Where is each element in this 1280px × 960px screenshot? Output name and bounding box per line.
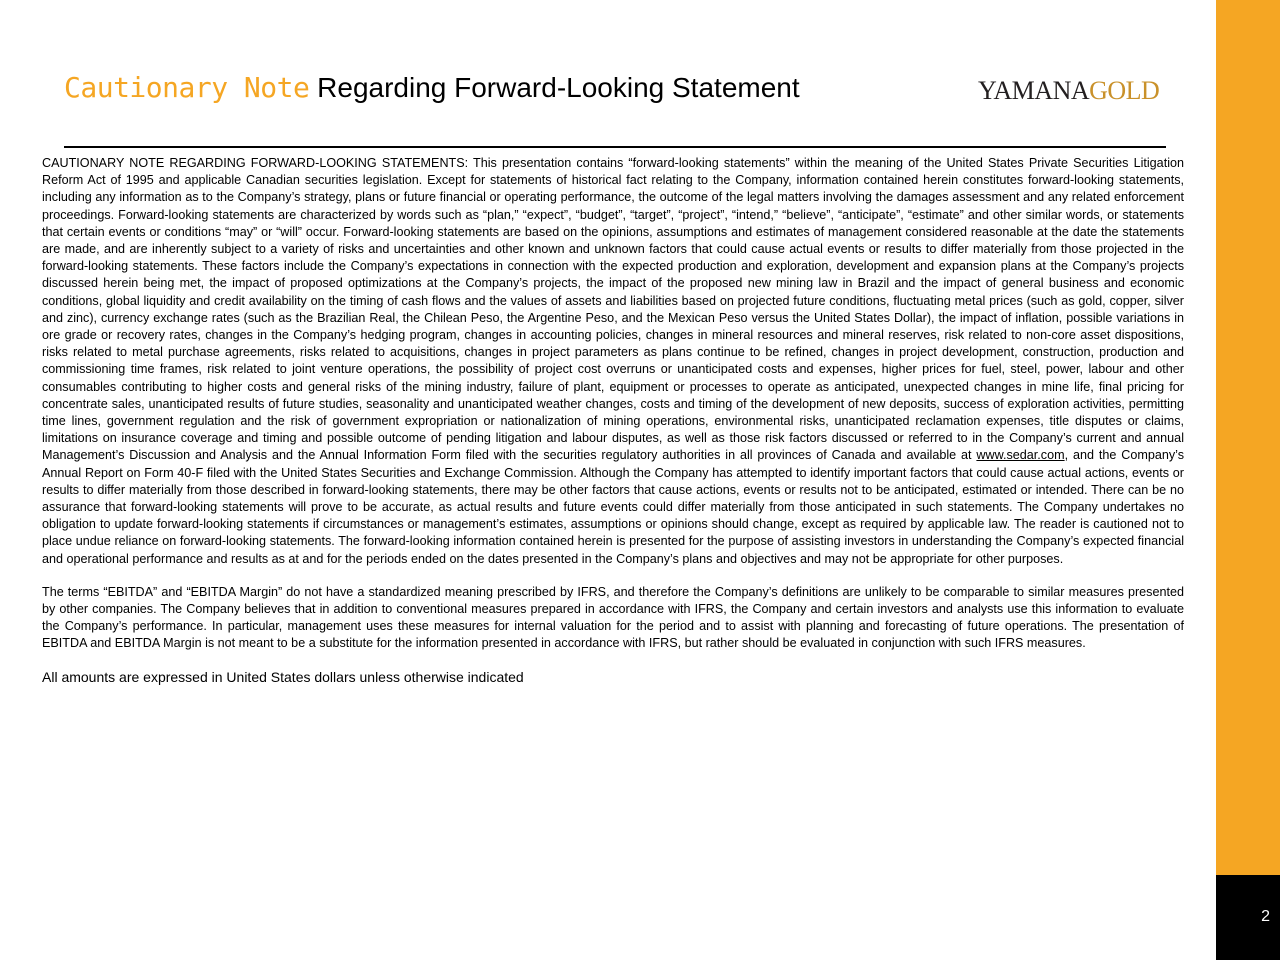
forward-looking-paragraph xyxy=(42,155,1184,568)
title-accent: Cautionary Note xyxy=(64,71,310,104)
logo-part1: YAMANA xyxy=(978,76,1090,105)
forward-looking-text-a: CAUTIONARY NOTE REGARDING FORWARD-LOOKING STATEMENTS: This presentation contains “forward-looking statements” within the meaning of the United States Private Securities Litigation Reform Act of 1995 and applicable Canadian securities legislation. Except for statements of historical fact relating to the Company, information contained herein constitutes forward-looking statements, including any information as to the Company’s strategy, plans or future financial or operating performance, the outcome of the legal matters involving the damages assessment and any related enforcement proceedings. Forward-looking statements are characterized by words such as “plan,” “expect”, “budget”, “target”, “project”, “intend,” “believe”, “anticipate”, “estimate” and other similar words, or statements that certain events or conditions “may” or “will” occur. Forward-looking statements are based on the opinions, assumptions and estimates of management considered reasonable at the date the statements are made, and are inherently subject to a variety of risks and uncertainties and other known and unknown factors that could cause actual events or results to differ materially from those projected in the forward-looking statements. These factors include the Company’s expectations in connection with the expected production and exploration, development and expansion plans at the Company’s projects discussed herein being met, the impact of proposed optimizations at the Company’s projects, the impact of the proposed new mining law in Brazil and the impact of general business and economic conditions, global liquidity and credit availability on the timing of cash flows and the values of assets and liabilities based on projected future conditions, fluctuating metal prices (such as gold, copper, silver and zinc), currency exchange rates (such as the Brazilian Real, the Chilean Peso, the Argentine Peso, and the Mexican Peso versus the United States Dollar), the impact of inflation, possible variations in ore grade or recovery rates, changes in the Company’s hedging program, changes in accounting policies, changes in mineral resources and mineral reserves, risk related to non-core asset dispositions, risks related to metal purchase agreements, risks related to acquisitions, changes in project parameters as plans continue to be refined, changes in project development, construction, production and commissioning time frames, risk related to joint venture operations, the possibility of project cost overruns or unanticipated costs and expenses, higher prices for fuel, steel, power, labour and other consumables contributing to higher costs and general risks of the mining industry, failure of plant, equipment or processes to operate as anticipated, unexpected changes in mine life, final pricing for concentrate sales, unanticipated results of future studies, seasonality and unanticipated weather changes, costs and timing of the development of new deposits, success of exploration activities, permitting time lines, government regulation and the risk of government expropriation or nationalization of mining operations, environmental risks, unanticipated reclamation expenses, title disputes or claims, limitations on insurance coverage and timing and possible outcome of pending litigation and labour disputes, as well as those risk factors discussed or referred to in the Company’s current and annual Management’s Discussion and Analysis and the Annual Information Form filed with the securities regulatory authorities in all provinces of Canada and available at xyxy=(42,156,1184,463)
company-logo xyxy=(978,76,1159,106)
page-number: 2 xyxy=(1261,908,1270,925)
forward-looking-text-b: , and the Company’s Annual Report on Form 40-F filed with the United States Securities and Exchange Commission. Although the Company has attempted to identify important factors that could cause actual actions, events or results to differ materially from those described in forward-looking statements, there may be other factors that cause actions, events or results not to be anticipated, estimated or intended. There can be no assurance that forward-looking statements will prove to be accurate, as actual results and future events could differ materially from those anticipated in such statements. The Company undertakes no obligation to update forward-looking statements if circumstances or management’s estimates, assumptions or opinions should change, except as required by applicable law. The reader is cautioned not to place undue reliance on forward-looking statements. The forward-looking information contained herein is presented for the purpose of assisting investors in understanding the Company’s expected financial and operational performance and results as at and for the periods ended on the dates presented in the Company’s plans and objectives and may not be appropriate for other purposes. xyxy=(42,448,1184,566)
disclaimer-body xyxy=(42,155,1184,702)
logo-part2: GOLD xyxy=(1089,76,1160,105)
accent-sidebar xyxy=(1216,0,1280,875)
sedar-link[interactable]: www.sedar.com xyxy=(976,448,1065,463)
title-rest: Regarding Forward-Looking Statement xyxy=(309,72,800,103)
ebitda-paragraph: The terms “EBITDA” and “EBITDA Margin” do not have a standardized meaning prescribed by IFRS, and therefore the Company’s definitions are unlikely to be comparable to similar measures presented by other companies. The Company believes that in addition to conventional measures prepared in accordance with IFRS, the Company and certain investors and analysts use this information to evaluate the Company’s performance. In particular, management uses these measures for internal valuation for the period and to assist with planning and forecasting of future operations. The presentation of EBITDA and EBITDA Margin is not meant to be a substitute for the information presented in accordance with IFRS, but rather should be evaluated in conjunction with such IFRS measures. xyxy=(42,584,1184,651)
currency-note: All amounts are expressed in United States dollars unless otherwise indicated xyxy=(42,668,524,685)
page-title xyxy=(64,70,800,106)
title-divider xyxy=(64,146,1166,148)
